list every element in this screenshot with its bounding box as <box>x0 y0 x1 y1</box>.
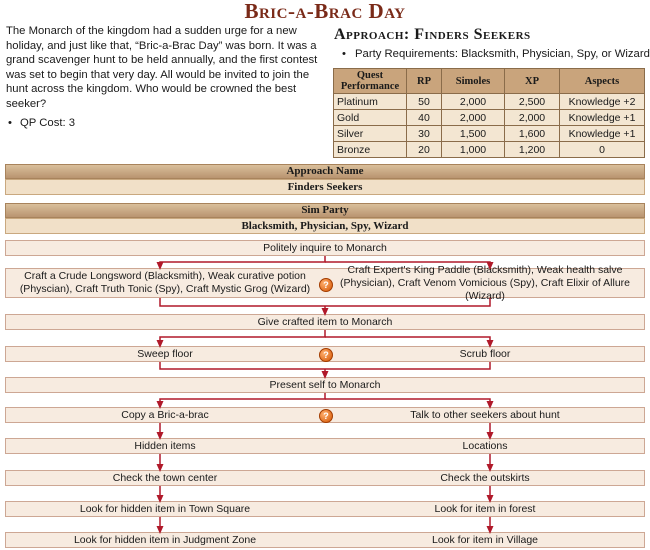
connector-arrow <box>160 362 490 369</box>
table-cell: Gold <box>334 110 407 126</box>
table-cell: 30 <box>407 126 442 142</box>
approach-name-value: Finders Seekers <box>5 179 645 195</box>
header-rp: RP <box>407 69 442 94</box>
intro-section <box>6 24 324 130</box>
question-icon: ? <box>319 278 333 292</box>
step-floor-options <box>5 346 645 362</box>
step-sweep-floor: Sweep floor <box>137 347 193 360</box>
step-bricabrac-options <box>5 407 645 423</box>
table-row <box>334 94 645 110</box>
table-cell: Platinum <box>334 94 407 110</box>
step-scrub-floor: Scrub floor <box>459 347 511 360</box>
table-cell: Bronze <box>334 142 407 158</box>
step-copy-bricabrac: Copy a Bric-a-brac <box>121 408 209 421</box>
step-look-forest: Look for item in forest <box>434 502 536 515</box>
step-look-town-square: Look for hidden item in Town Square <box>79 502 251 515</box>
table-cell: 20 <box>407 142 442 158</box>
table-cell: Knowledge +1 <box>560 110 645 126</box>
table-cell: 1,200 <box>505 142 560 158</box>
step-look-options <box>5 501 645 517</box>
connector-arrow <box>160 393 325 405</box>
table-row <box>334 142 645 158</box>
table-cell: Knowledge +1 <box>560 126 645 142</box>
sim-party-header: Sim Party <box>5 203 645 218</box>
approach-name-header: Approach Name <box>5 164 645 179</box>
step-locations: Locations <box>462 439 508 452</box>
table-cell: 0 <box>560 142 645 158</box>
step-look-village: Look for item in Village <box>431 533 539 546</box>
table-cell: 2,000 <box>442 94 505 110</box>
approach-heading: Approach: Finders Seekers <box>334 26 531 43</box>
table-cell: 1,500 <box>442 126 505 142</box>
table-row <box>334 110 645 126</box>
table-cell: 1,000 <box>442 142 505 158</box>
connector-arrow <box>160 330 325 344</box>
table-row <box>334 126 645 142</box>
step-politely-inquire: Politely inquire to Monarch <box>5 240 645 256</box>
intro-text: The Monarch of the kingdom had a sudden urge for a new holiday, and just like that, “Bric-a-Brac Day” was born. It was a grand scavenger hunt to be held annually, and the first contest was set to begin that very day. All would be invited to join the hunt across the kingdom. Who would be crowned the best seeker? <box>6 25 318 110</box>
table-cell: 2,000 <box>442 110 505 126</box>
question-icon: ? <box>319 409 333 423</box>
page-title: Bric-a-Brac Day <box>244 0 406 23</box>
table-cell: 50 <box>407 94 442 110</box>
connector-arrow <box>325 399 490 405</box>
table-cell: 2,000 <box>505 110 560 126</box>
step-hidden-items: Hidden items <box>134 439 196 452</box>
party-requirements: • Party Requirements: Blacksmith, Physician, Spy, or Wizard <box>355 48 650 60</box>
performance-table <box>333 68 645 158</box>
step-talk-seekers: Talk to other seekers about hunt <box>410 408 560 421</box>
connector-arrow <box>325 337 490 344</box>
step-look-options-2 <box>5 532 645 548</box>
table-cell: Knowledge +2 <box>560 94 645 110</box>
table-cell: 40 <box>407 110 442 126</box>
step-craft-right: Craft Expert's King Paddle (Blacksmith), Weak health salve (Physician), Craft Venom Vomicious (Spy), Craft Elixir of Allure (Wizard) <box>339 263 630 302</box>
header-xp: XP <box>505 69 560 94</box>
step-craft-left: Craft a Crude Longsword (Blacksmith), Weak curative potion (Physcian), Craft Truth Tonic (Spy), Craft Mystic Grog (Wizard) <box>19 270 311 295</box>
step-give-item: Give crafted item to Monarch <box>5 314 645 330</box>
header-simoles: Simoles <box>442 69 505 94</box>
table-cell: 1,600 <box>505 126 560 142</box>
step-check-options <box>5 470 645 486</box>
table-header-row <box>334 69 645 94</box>
question-icon: ? <box>319 348 333 362</box>
sim-party-value: Blacksmith, Physician, Spy, Wizard <box>5 218 645 234</box>
header-aspects: Aspects <box>560 69 645 94</box>
step-craft-options <box>5 263 645 302</box>
connector-arrow <box>160 256 325 266</box>
step-present-self: Present self to Monarch <box>5 377 645 393</box>
step-look-judgment-zone: Look for hidden item in Judgment Zone <box>73 533 257 546</box>
header-quest-performance: Quest Performance <box>334 69 407 94</box>
step-check-outskirts: Check the outskirts <box>440 471 530 484</box>
table-cell: Silver <box>334 126 407 142</box>
step-check-town-center: Check the town center <box>112 471 218 484</box>
table-cell: 2,500 <box>505 94 560 110</box>
qp-cost: • QP Cost: 3 <box>20 116 324 131</box>
step-items-locations <box>5 438 645 454</box>
